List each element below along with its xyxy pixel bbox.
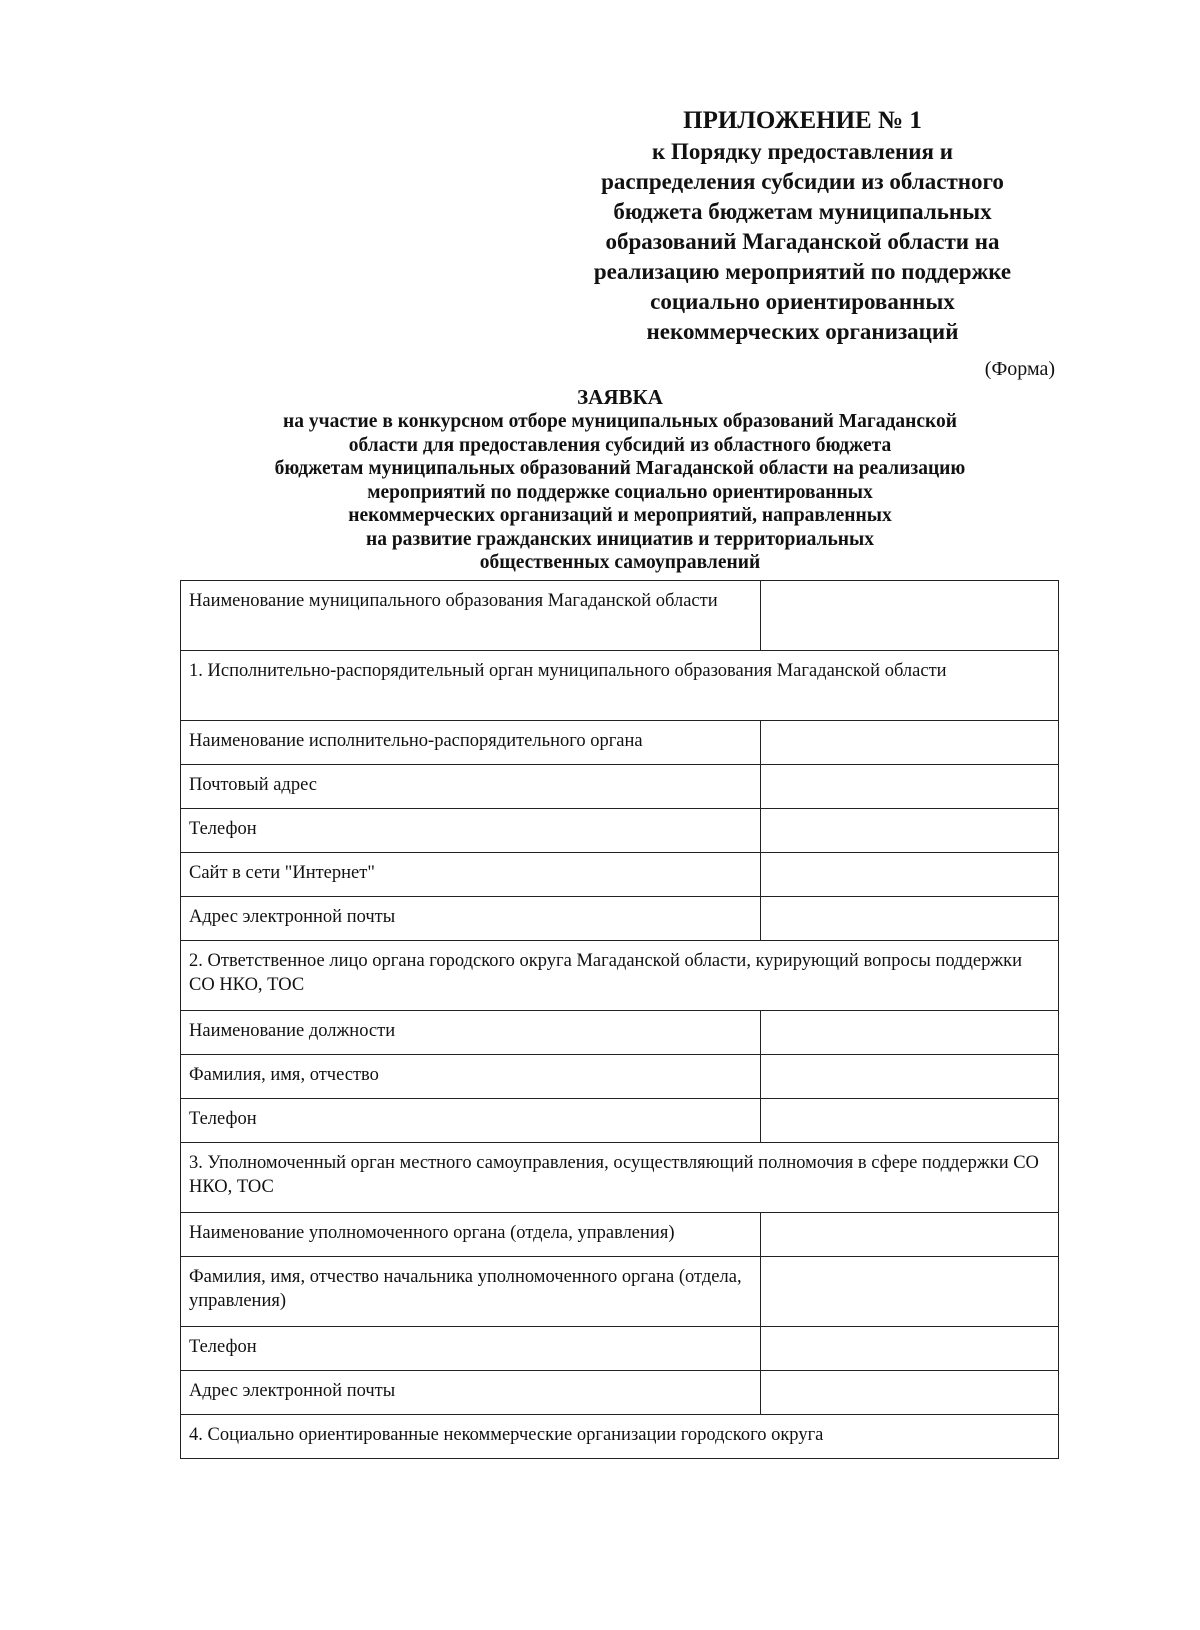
table-row <box>181 1257 1059 1327</box>
field-label-cell: Наименование исполнительно-распорядительного органа <box>181 721 761 765</box>
section-heading-cell: 4. Социально ориентированные некоммерческие организации городского округа <box>181 1415 1059 1459</box>
table-row <box>181 721 1059 765</box>
field-label-cell: Наименование должности <box>181 1011 761 1055</box>
header-line: области для предоставления субсидий из областного бюджета <box>348 434 892 456</box>
application-title: ЗАЯВКА <box>577 385 663 409</box>
table-row <box>181 1055 1059 1099</box>
field-value-cell[interactable] <box>761 1257 1059 1327</box>
field-value-cell[interactable] <box>761 721 1059 765</box>
section-heading-cell: 2. Ответственное лицо органа городского округа Магаданской области, курирующий вопросы поддержки СО НКО, ТОС <box>181 941 1059 1011</box>
section-row <box>181 1143 1059 1213</box>
field-label-cell: Наименование муниципального образования Магаданской области <box>181 581 761 651</box>
header-line: мероприятий по поддержке социально ориентированных <box>367 481 873 503</box>
appendix-line: распределения субсидии из областного <box>601 169 1004 194</box>
table-row <box>181 853 1059 897</box>
header-line: на участие в конкурсном отборе муниципальных образований Магаданской <box>282 411 958 432</box>
field-value-cell[interactable] <box>761 897 1059 941</box>
table-row <box>181 1213 1059 1257</box>
field-value-cell[interactable] <box>761 809 1059 853</box>
field-label-cell: Адрес электронной почты <box>181 897 761 941</box>
header-line: бюджетам муниципальных образований Магаданской области на реализацию <box>274 458 966 479</box>
field-value-cell[interactable] <box>761 1371 1059 1415</box>
table-row <box>181 1327 1059 1371</box>
field-value-cell[interactable] <box>761 1213 1059 1257</box>
appendix-line: реализацию мероприятий по поддержке <box>593 259 1012 284</box>
field-value-cell[interactable] <box>761 1099 1059 1143</box>
appendix-line: бюджета бюджетам муниципальных <box>613 199 992 224</box>
field-label-cell: Сайт в сети "Интернет" <box>181 853 761 897</box>
header-line: некоммерческих организаций и мероприятий, направленных <box>348 505 892 526</box>
field-label-cell: Телефон <box>181 1099 761 1143</box>
header-line: общественных самоуправлений <box>479 552 761 573</box>
appendix-title: ПРИЛОЖЕНИЕ № 1 <box>683 107 922 134</box>
appendix-line: образований Магаданской области на <box>605 229 1000 254</box>
table-row <box>181 1371 1059 1415</box>
appendix-line: социально ориентированных <box>650 289 955 314</box>
field-label-cell: Почтовый адрес <box>181 765 761 809</box>
table-row <box>181 581 1059 651</box>
section-row <box>181 941 1059 1011</box>
field-label-cell: Фамилия, имя, отчество <box>181 1055 761 1099</box>
application-header <box>180 384 1060 575</box>
field-label-cell: Наименование уполномоченного органа (отдела, управления) <box>181 1213 761 1257</box>
form-note: (Форма) <box>984 358 1055 380</box>
field-value-cell[interactable] <box>761 853 1059 897</box>
field-label-cell: Телефон <box>181 809 761 853</box>
form-table-body <box>181 581 1059 1459</box>
appendix-line: некоммерческих организаций <box>646 319 959 344</box>
field-value-cell[interactable] <box>761 581 1059 651</box>
field-label-cell: Телефон <box>181 1327 761 1371</box>
field-value-cell[interactable] <box>761 1055 1059 1099</box>
section-heading-cell: 1. Исполнительно-распорядительный орган муниципального образования Магаданской области <box>181 651 1059 721</box>
appendix-block <box>555 105 1050 347</box>
field-value-cell[interactable] <box>761 1011 1059 1055</box>
table-row <box>181 897 1059 941</box>
section-row <box>181 651 1059 721</box>
section-heading-cell: 3. Уполномоченный орган местного самоуправления, осуществляющий полномочия в сфере поддержки СО НКО, ТОС <box>181 1143 1059 1213</box>
field-value-cell[interactable] <box>761 1327 1059 1371</box>
table-row <box>181 809 1059 853</box>
field-value-cell[interactable] <box>761 765 1059 809</box>
table-row <box>181 765 1059 809</box>
application-form-table <box>180 580 1059 1459</box>
field-label-cell: Адрес электронной почты <box>181 1371 761 1415</box>
header-line: на развитие гражданских инициатив и территориальных <box>365 528 875 550</box>
section-row <box>181 1415 1059 1459</box>
table-row <box>181 1011 1059 1055</box>
field-label-cell: Фамилия, имя, отчество начальника уполномоченного органа (отдела, управления) <box>181 1257 761 1327</box>
appendix-line: к Порядку предоставления и <box>652 139 953 164</box>
table-row <box>181 1099 1059 1143</box>
